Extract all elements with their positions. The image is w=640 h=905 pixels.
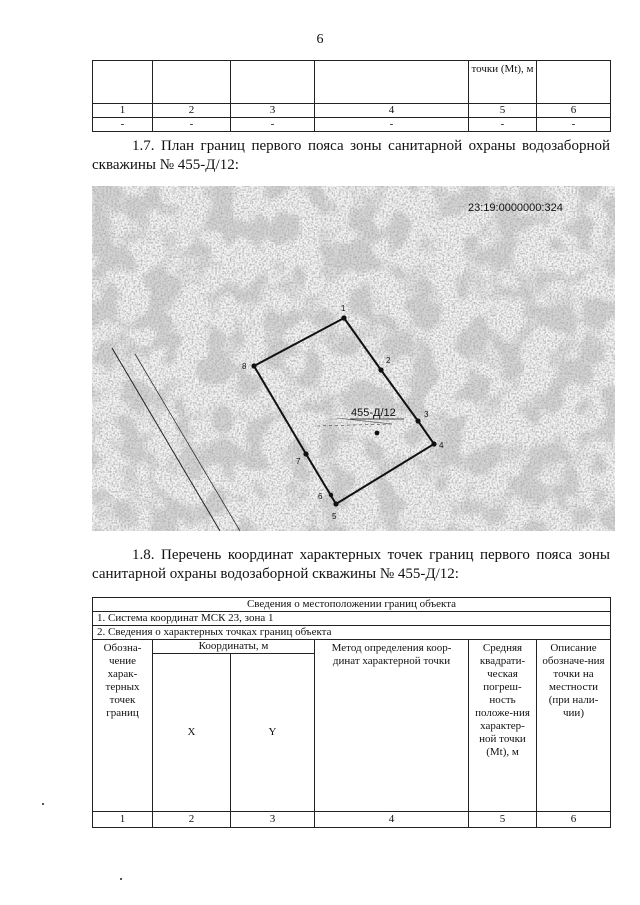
column-number: 4 <box>315 812 469 828</box>
section-1-7-text: 1.7. План границ первого пояса зоны санитарной охраны водозаборной скважины № 455-Д/12: <box>92 138 610 173</box>
point-label: 5 <box>332 512 337 521</box>
point-label: 4 <box>439 441 444 450</box>
boundary-point <box>341 315 346 320</box>
top-table-dash: - <box>469 118 537 132</box>
boundary-point <box>431 441 436 446</box>
top-table-dash: - <box>537 118 611 132</box>
top-table-number: 1 <box>93 104 153 118</box>
top-table-number: 3 <box>231 104 315 118</box>
point-label: 2 <box>386 356 391 365</box>
boundary-point <box>415 418 420 423</box>
top-table-accuracy-header: точки (Mt), м <box>469 61 537 104</box>
accuracy-header: Средняя квадрати-ческая погреш-ность положе-ния характер-ной точки (Mt), м <box>469 640 537 812</box>
top-table <box>92 60 611 132</box>
boundary-point <box>378 367 383 372</box>
column-number: 6 <box>537 812 611 828</box>
method-header: Метод определения коор-динат характерной точки <box>315 640 469 812</box>
top-table-number: 6 <box>537 104 611 118</box>
top-table-dash: - <box>93 118 153 132</box>
top-table-dash: - <box>153 118 231 132</box>
top-table-cell <box>93 61 153 104</box>
boundary-point <box>251 363 256 368</box>
top-table-cell <box>231 61 315 104</box>
scan-speck <box>42 803 44 805</box>
boundary-point <box>333 501 338 506</box>
coordinates-table <box>92 597 611 828</box>
well-label: 455-Д/12 <box>351 407 396 419</box>
top-table-number: 2 <box>153 104 231 118</box>
boundary-point <box>303 451 308 456</box>
point-label: 6 <box>318 492 323 501</box>
page-number: 6 <box>316 32 324 47</box>
top-table-number: 4 <box>315 104 469 118</box>
table-title: Сведения о местоположении границ объекта <box>93 598 611 612</box>
point-label: 3 <box>424 410 429 419</box>
site-plan-svg <box>92 186 615 531</box>
coordinates-header: Координаты, м <box>153 640 315 654</box>
top-table-number: 5 <box>469 104 537 118</box>
top-table-cell <box>315 61 469 104</box>
top-table-dash: - <box>231 118 315 132</box>
point-label: 7 <box>296 457 301 466</box>
points-info-row: 2. Сведения о характерных точках границ объекта <box>93 626 611 640</box>
x-header: X <box>153 654 231 812</box>
point-label: 8 <box>242 362 247 371</box>
point-label: 1 <box>341 304 346 313</box>
top-table-cell <box>537 61 611 104</box>
column-number: 1 <box>93 812 153 828</box>
scan-speck <box>120 878 122 880</box>
column-number: 2 <box>153 812 231 828</box>
site-plan-map <box>92 186 615 531</box>
designation-header: Обозна-чение харак-терных точек границ <box>93 640 153 812</box>
top-table-dash: - <box>315 118 469 132</box>
column-number: 5 <box>469 812 537 828</box>
boundary-point <box>329 493 333 497</box>
section-1-8-text: 1.8. Перечень координат характерных точек границ первого пояса зоны санитарной охраны водозаборной скважины № 455-Д/12: <box>92 547 610 582</box>
well-marker <box>375 431 380 436</box>
description-header: Описание обозначе-ния точки на местности (при нали-чии) <box>537 640 611 812</box>
column-number: 3 <box>231 812 315 828</box>
map-speckle <box>92 186 615 531</box>
coordinate-system-row: 1. Система координат МСК 23, зона 1 <box>93 612 611 626</box>
cadastral-number: 23:19:0000000:324 <box>468 202 563 214</box>
top-table-cell <box>153 61 231 104</box>
y-header: Y <box>231 654 315 812</box>
